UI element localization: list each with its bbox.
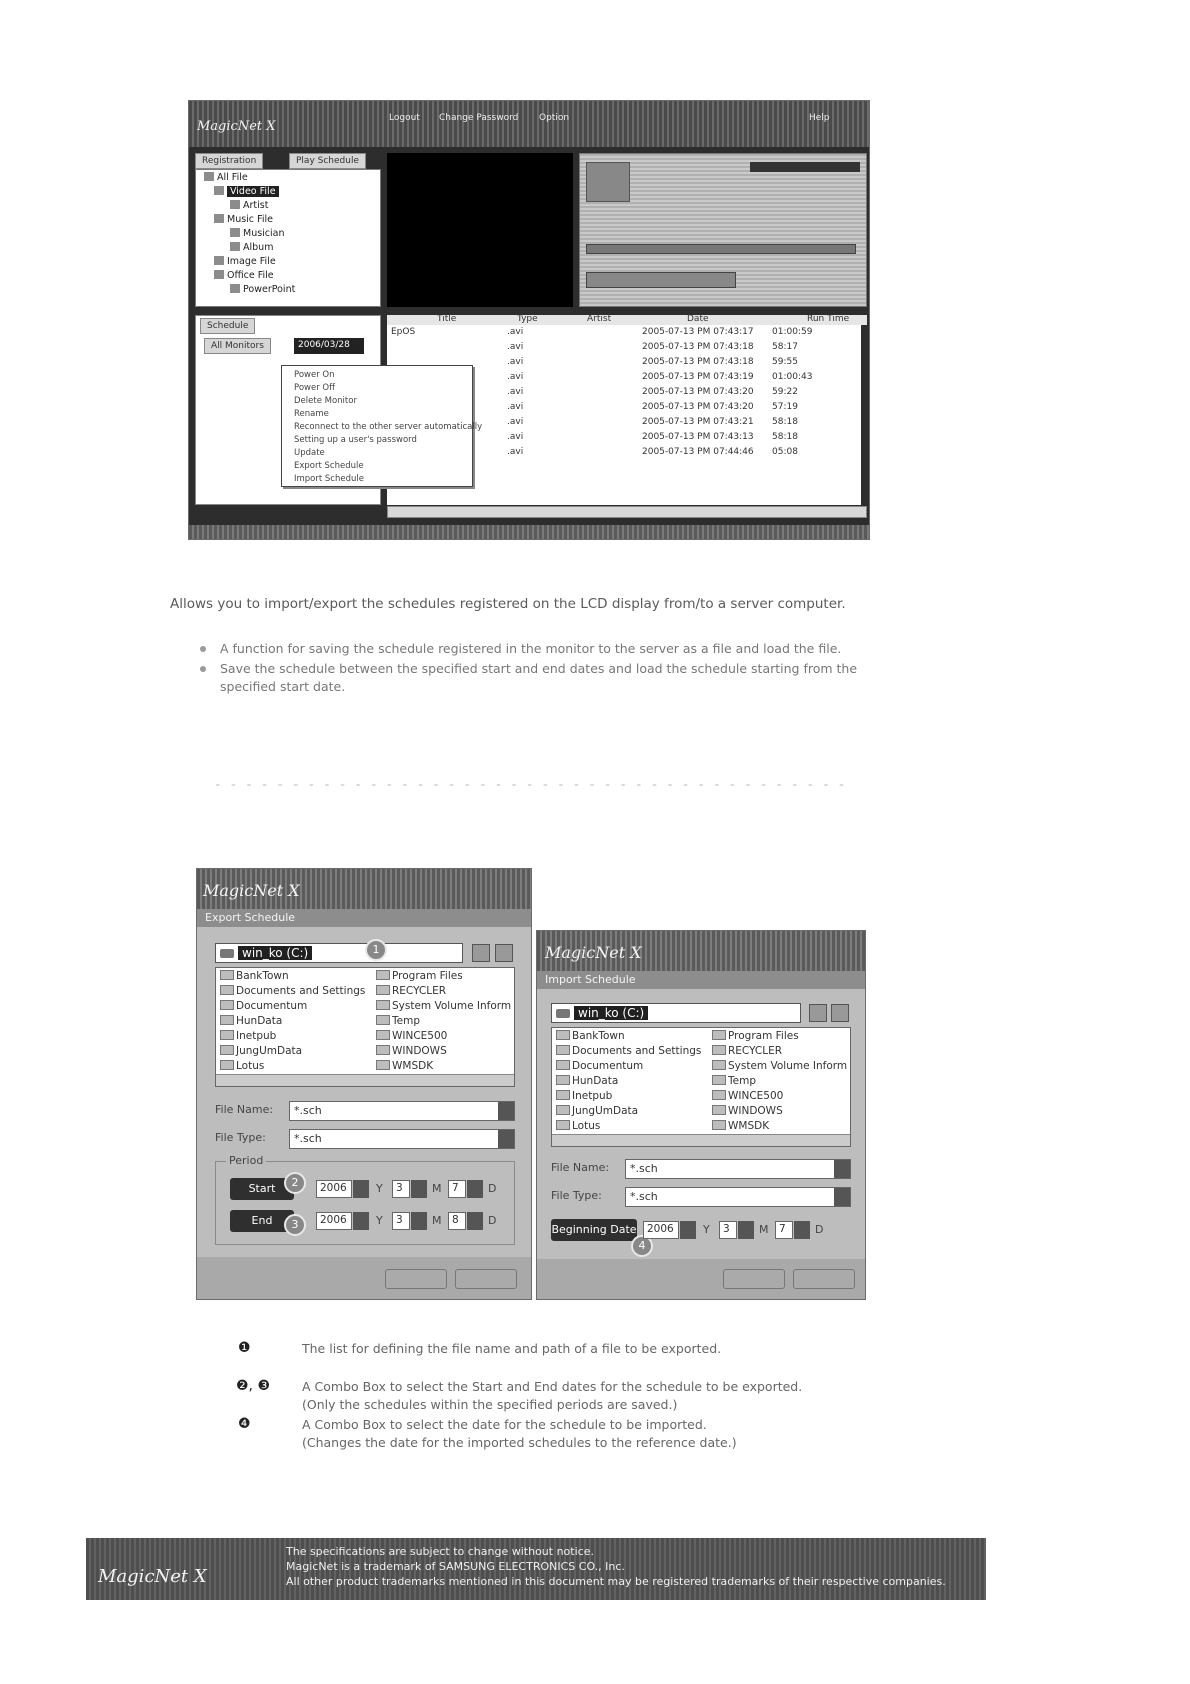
dialog-footer <box>197 1257 531 1299</box>
folder-item[interactable]: JungUmData <box>220 1045 302 1057</box>
tree-item-image-file[interactable]: Image File <box>214 256 276 267</box>
folder-icon <box>556 1075 570 1085</box>
context-menu[interactable] <box>281 365 483 487</box>
import-schedule-dialog <box>536 930 866 1300</box>
list-item: Save the schedule between the specified start and end dates and load the schedule starting from the specified start date. <box>196 660 886 696</box>
folder-item[interactable]: WMSDK <box>712 1120 769 1132</box>
tree-item-artist[interactable]: Artist <box>230 200 268 211</box>
folder-icon <box>556 1105 570 1115</box>
tree-item-office-file[interactable]: Office File <box>214 270 274 281</box>
music-icon <box>214 214 224 223</box>
folder-icon <box>712 1105 726 1115</box>
album-icon <box>230 242 240 251</box>
folder-icon <box>220 970 234 980</box>
folder-item[interactable]: System Volume Inform <box>712 1060 847 1072</box>
section-heading: Allows you to import/export the schedules registered on the LCD display from/to a server computer. <box>170 596 846 612</box>
playback-buttons[interactable] <box>586 272 736 288</box>
chevron-down-icon[interactable] <box>498 1102 514 1120</box>
legend-marker-2-3: ❷, ❸ <box>236 1378 271 1394</box>
begin-day-select[interactable]: 7 <box>775 1221 793 1239</box>
drive-icon <box>556 1009 570 1018</box>
footer-line-2: MagicNet is a trademark of SAMSUNG ELECTRONICS CO., Inc. <box>286 1560 625 1573</box>
folder-icon <box>712 1060 726 1070</box>
footer-notice <box>286 1544 946 1589</box>
file-tree[interactable] <box>195 169 381 307</box>
horizontal-scrollbar[interactable] <box>216 1074 514 1086</box>
menu-item-update[interactable]: Update <box>294 448 325 458</box>
marker-2: 2 <box>284 1172 306 1194</box>
folder-icon <box>556 1090 570 1100</box>
all-monitors-button[interactable]: All Monitors <box>204 338 271 354</box>
menu-item-delete-monitor[interactable]: Delete Monitor <box>294 396 357 406</box>
folder-icon <box>220 1015 234 1025</box>
start-button[interactable]: Start <box>230 1178 294 1200</box>
list-item: A function for saving the schedule registered in the monitor to the server as a file and load the file. <box>196 640 886 658</box>
file-type-label: File Type: <box>551 1189 602 1202</box>
folder-icon <box>376 1030 390 1040</box>
footer-line-1: The specifications are subject to change without notice. <box>286 1545 594 1558</box>
export-schedule-dialog <box>196 868 532 1300</box>
file-name-label: File Name: <box>215 1103 274 1116</box>
year-unit: Y <box>703 1223 710 1236</box>
dialog-logo: MagicNet X <box>545 943 642 962</box>
menu-help[interactable]: Help <box>809 113 830 123</box>
day-unit: D <box>815 1223 824 1236</box>
dialog-logo: MagicNet X <box>203 881 300 900</box>
folder-item[interactable]: Lotus <box>556 1120 600 1132</box>
magicnet-main-window <box>188 100 870 540</box>
folder-item[interactable]: JungUmData <box>556 1105 638 1117</box>
table-row[interactable]: .avi 2005-07-13 PM 07:43:20 59:22 <box>507 387 798 397</box>
musician-icon <box>230 228 240 237</box>
legend-text-4-note: (Changes the date for the imported schedules to the reference date.) <box>302 1435 737 1450</box>
table-row[interactable]: .avi 2005-07-13 PM 07:43:20 57:19 <box>507 402 798 412</box>
end-month-select[interactable]: 3 <box>392 1212 410 1230</box>
up-folder-icon[interactable] <box>472 944 490 962</box>
tree-item-musician[interactable]: Musician <box>230 228 285 239</box>
thumbnail <box>586 162 630 202</box>
col-artist[interactable]: Artist <box>587 314 612 324</box>
folder-item[interactable]: Inetpub <box>556 1090 612 1102</box>
month-unit: M <box>432 1182 442 1195</box>
start-year-select[interactable]: 2006 <box>316 1180 352 1198</box>
dialog-title: Export Schedule <box>197 909 531 927</box>
drive-select[interactable]: win_ko (C:) <box>551 1003 801 1023</box>
folder-icon <box>712 1030 726 1040</box>
footer-banner <box>86 1538 986 1600</box>
time-display <box>750 162 860 172</box>
folder-item[interactable]: Inetpub <box>220 1030 276 1042</box>
begin-month-select[interactable]: 3 <box>719 1221 737 1239</box>
start-month-select[interactable]: 3 <box>392 1180 410 1198</box>
app-title-bar <box>189 101 869 147</box>
chevron-down-icon[interactable] <box>834 1188 850 1206</box>
video-icon <box>214 186 224 195</box>
video-preview <box>387 153 573 307</box>
day-unit: D <box>488 1214 497 1227</box>
chevron-down-icon[interactable] <box>467 1212 483 1230</box>
folder-icon <box>204 172 214 181</box>
folder-icon <box>556 1030 570 1040</box>
dialog-footer <box>537 1259 865 1299</box>
folder-item[interactable]: BankTown <box>220 970 289 982</box>
table-row[interactable]: .avi 2005-07-13 PM 07:44:46 05:08 <box>507 447 798 457</box>
image-icon <box>214 256 224 265</box>
artist-icon <box>230 200 240 209</box>
menu-item-power-off[interactable]: Power Off <box>294 383 335 393</box>
drive-select[interactable]: win_ko (C:) <box>215 943 463 963</box>
folder-item[interactable]: WMSDK <box>376 1060 433 1072</box>
date-select[interactable]: 2006/03/28 <box>294 338 364 354</box>
folder-item[interactable]: HunData <box>220 1015 282 1027</box>
folder-item[interactable]: Documents and Settings <box>220 985 365 997</box>
status-strip <box>189 525 869 539</box>
file-type-select[interactable]: *.sch <box>625 1187 851 1207</box>
folder-icon <box>556 1120 570 1130</box>
list-header <box>387 315 867 325</box>
folder-item[interactable]: Temp <box>376 1015 420 1027</box>
start-day-select[interactable]: 7 <box>448 1180 466 1198</box>
horizontal-scrollbar[interactable] <box>387 506 867 518</box>
chevron-down-icon[interactable] <box>353 1212 369 1230</box>
year-unit: Y <box>376 1214 383 1227</box>
folder-item[interactable]: System Volume Inform <box>376 1000 511 1012</box>
chevron-down-icon[interactable] <box>680 1221 696 1239</box>
chevron-down-icon[interactable] <box>738 1221 754 1239</box>
legend-marker-4: ❹ <box>238 1416 251 1432</box>
col-title[interactable]: Title <box>437 314 457 324</box>
tab-play-schedule[interactable]: Play Schedule <box>289 153 366 169</box>
col-type[interactable]: Type <box>517 314 538 324</box>
cancel-button[interactable] <box>793 1269 855 1289</box>
menu-item-import-schedule[interactable]: Import Schedule <box>294 474 364 484</box>
ok-button[interactable] <box>385 1269 447 1289</box>
folder-item[interactable]: HunData <box>556 1075 618 1087</box>
table-row[interactable]: .avi 2005-07-13 PM 07:43:18 58:17 <box>507 342 798 352</box>
beginning-date-button[interactable]: Beginning Date <box>551 1219 637 1241</box>
file-type-select[interactable]: *.sch <box>289 1129 515 1149</box>
tree-item-album[interactable]: Album <box>230 242 273 253</box>
legend-text-1: The list for defining the file name and path of a file to be exported. <box>302 1341 722 1356</box>
end-year-select[interactable]: 2006 <box>316 1212 352 1230</box>
folder-icon <box>712 1090 726 1100</box>
folder-item[interactable]: WINDOWS <box>376 1045 447 1057</box>
folder-icon <box>556 1045 570 1055</box>
folder-item[interactable]: WINCE500 <box>376 1030 447 1042</box>
folder-icon <box>712 1045 726 1055</box>
folder-item[interactable]: Documentum <box>556 1060 643 1072</box>
new-folder-icon[interactable] <box>831 1004 849 1022</box>
file-browser[interactable] <box>215 967 515 1087</box>
folder-icon <box>220 1030 234 1040</box>
player-controls[interactable] <box>579 153 867 307</box>
menu-item-export-schedule[interactable]: Export Schedule <box>294 461 364 471</box>
chevron-down-icon[interactable] <box>411 1212 427 1230</box>
folder-icon <box>712 1075 726 1085</box>
col-run-time[interactable]: Run Time <box>807 314 850 324</box>
cancel-button[interactable] <box>455 1269 517 1289</box>
seek-bar[interactable] <box>586 244 856 254</box>
folder-item[interactable]: WINCE500 <box>712 1090 783 1102</box>
new-folder-icon[interactable] <box>495 944 513 962</box>
tab-registration[interactable]: Registration <box>195 153 263 169</box>
office-icon <box>214 270 224 279</box>
chevron-down-icon[interactable] <box>353 1180 369 1198</box>
begin-year-select[interactable]: 2006 <box>643 1221 679 1239</box>
dialog-title-bar <box>537 931 865 971</box>
folder-item[interactable]: Lotus <box>220 1060 264 1072</box>
table-row[interactable]: .avi 2005-07-13 PM 07:43:18 59:55 <box>507 357 798 367</box>
tree-item-all-file[interactable]: All File <box>204 172 248 183</box>
dialog-title-bar <box>197 869 531 909</box>
folder-item[interactable]: Temp <box>712 1075 756 1087</box>
month-unit: M <box>759 1223 769 1236</box>
folder-icon <box>556 1060 570 1070</box>
file-type-label: File Type: <box>215 1131 266 1144</box>
folder-item[interactable]: Documentum <box>220 1000 307 1012</box>
menu-option[interactable]: Option <box>539 113 570 123</box>
powerpoint-icon <box>230 284 240 293</box>
folder-icon <box>376 1060 390 1070</box>
menu-item-rename[interactable]: Rename <box>294 409 329 419</box>
folder-icon <box>376 970 390 980</box>
folder-item[interactable]: RECYCLER <box>376 985 446 997</box>
folder-item[interactable]: BankTown <box>556 1030 625 1042</box>
end-button[interactable]: End <box>230 1210 294 1232</box>
legend-text-4: A Combo Box to select the date for the schedule to be imported. <box>302 1417 707 1432</box>
chevron-down-icon[interactable] <box>467 1180 483 1198</box>
menu-item-power-on[interactable]: Power On <box>294 370 335 380</box>
period-label: Period <box>226 1154 266 1167</box>
bullet-list <box>196 640 886 698</box>
year-unit: Y <box>376 1182 383 1195</box>
folder-icon <box>220 1000 234 1010</box>
chevron-down-icon[interactable] <box>794 1221 810 1239</box>
folder-icon <box>376 1000 390 1010</box>
folder-icon <box>220 1060 234 1070</box>
chevron-down-icon[interactable] <box>411 1180 427 1198</box>
table-row[interactable]: .avi 2005-07-13 PM 07:43:19 01:00:43 <box>507 372 813 382</box>
tree-item-music-file[interactable]: Music File <box>214 214 273 225</box>
menu-item-set-password[interactable]: Setting up a user's password <box>294 435 417 445</box>
marker-3: 3 <box>284 1214 306 1236</box>
tree-item-powerpoint[interactable]: PowerPoint <box>230 284 295 295</box>
dialog-title: Import Schedule <box>537 971 865 989</box>
end-day-select[interactable]: 8 <box>448 1212 466 1230</box>
marker-4: 4 <box>631 1235 653 1257</box>
file-name-input[interactable]: *.sch <box>289 1101 515 1121</box>
chevron-down-icon[interactable] <box>498 1130 514 1148</box>
legend-marker-1: ❶ <box>238 1340 251 1356</box>
app-logo: MagicNet X <box>197 119 276 134</box>
folder-item[interactable]: WINDOWS <box>712 1105 783 1117</box>
month-unit: M <box>432 1214 442 1227</box>
folder-icon <box>220 1045 234 1055</box>
horizontal-scrollbar[interactable] <box>552 1134 850 1146</box>
menu-logout[interactable]: Logout <box>389 113 420 123</box>
footer-line-3: All other product trademarks mentioned in this document may be registered trademarks of their respective companies. <box>286 1575 946 1588</box>
chevron-down-icon[interactable] <box>834 1160 850 1178</box>
drive-icon <box>220 949 234 958</box>
folder-item[interactable]: RECYCLER <box>712 1045 782 1057</box>
file-name-input[interactable]: *.sch <box>625 1159 851 1179</box>
tree-item-video-file[interactable]: Video File <box>214 186 279 197</box>
folder-item[interactable]: Program Files <box>712 1030 799 1042</box>
dotted-divider <box>210 782 850 788</box>
folder-item[interactable]: Documents and Settings <box>556 1045 701 1057</box>
legend-text-2-note: (Only the schedules within the specified periods are saved.) <box>302 1397 678 1412</box>
folder-icon <box>220 985 234 995</box>
table-row[interactable]: .avi 2005-07-13 PM 07:43:21 58:18 <box>507 417 798 427</box>
folder-icon <box>376 985 390 995</box>
table-row[interactable]: .avi 2005-07-13 PM 07:43:13 58:18 <box>507 432 798 442</box>
period-group <box>215 1154 515 1245</box>
menu-item-reconnect[interactable]: Reconnect to the other server automatically <box>294 422 483 432</box>
file-browser[interactable] <box>551 1027 851 1147</box>
table-row[interactable]: EpOS .avi 2005-07-13 PM 07:43:17 01:00:59 <box>391 327 813 337</box>
folder-item[interactable]: Program Files <box>376 970 463 982</box>
footer-logo: MagicNet X <box>98 1566 207 1587</box>
folder-icon <box>376 1045 390 1055</box>
up-folder-icon[interactable] <box>809 1004 827 1022</box>
folder-icon <box>712 1120 726 1130</box>
ok-button[interactable] <box>723 1269 785 1289</box>
file-name-label: File Name: <box>551 1161 610 1174</box>
tab-schedule[interactable]: Schedule <box>200 318 255 334</box>
legend-text-2: A Combo Box to select the Start and End dates for the schedule to be exported. <box>302 1379 803 1394</box>
menu-change-password[interactable]: Change Password <box>439 113 519 123</box>
col-date[interactable]: Date <box>687 314 709 324</box>
folder-icon <box>376 1015 390 1025</box>
day-unit: D <box>488 1182 497 1195</box>
marker-1: 1 <box>365 939 387 961</box>
